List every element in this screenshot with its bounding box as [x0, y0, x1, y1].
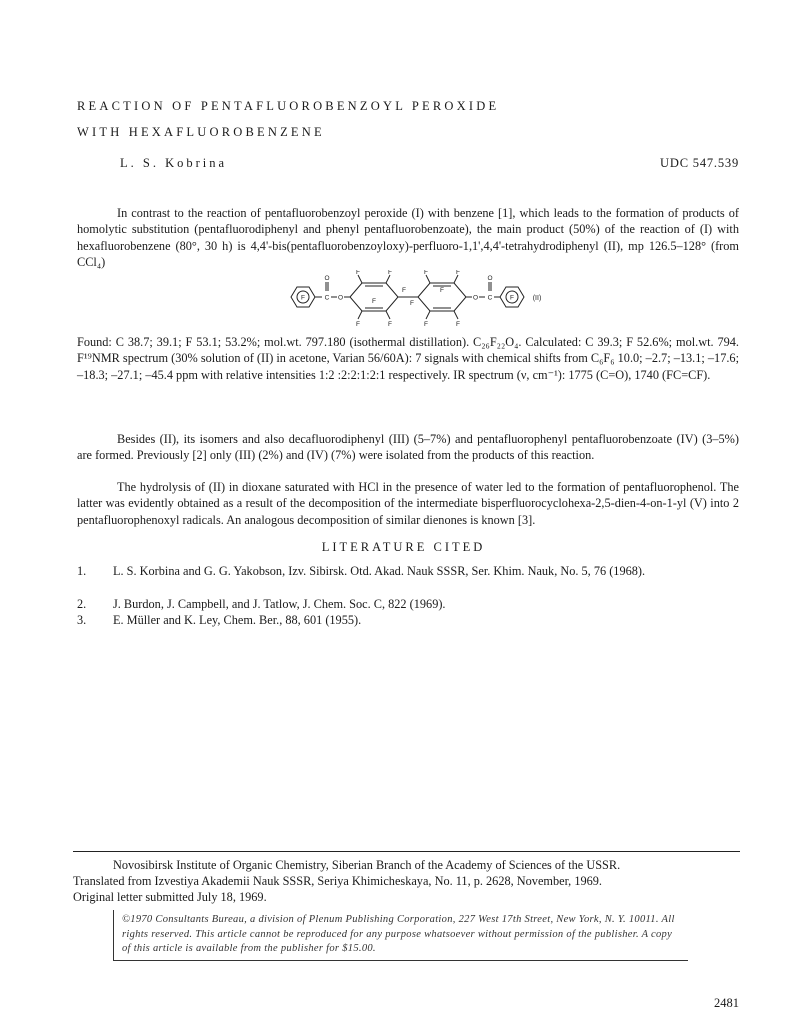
right-ring-label: F [510, 294, 514, 302]
affiliation-block [73, 857, 740, 905]
reference-number: 3. [77, 613, 87, 627]
fluorine-label: F [388, 270, 392, 276]
copyright-text: ©1970 Consultants Bureau, a division of Plenum Publishing Corporation, 227 West 17th Street, New York, N. Y. 10011. All rights reserved. This article cannot be reproduced for any purpose whatsoever without permission of the publisher. A copy of this article is available from the publisher for $15.00. [122, 914, 675, 954]
submission-line: Original letter submitted July 18, 1969. [73, 890, 267, 904]
fluorine-label: F [440, 287, 444, 294]
reference-number: 2. [77, 597, 87, 611]
paper-title-line-2: WITH HEXAFLUOROBENZENE [77, 125, 325, 139]
right-carbonyl-oxygen: O [487, 275, 493, 282]
hydrolysis-paragraph: The hydrolysis of (II) in dioxane saturated with HCl in the presence of water led to the formation of pentafluorophenol. The latter was evidently obtained as a result of the decomposition of the intermediate bisperfluorocyclohexa-2,5-dien-4-on-1-yl (V) into 2 pentafluorophenoxyl radicals. An analogous decomposition of similar dienones is known [3]. [77, 480, 739, 527]
fluorine-label: F [424, 321, 428, 328]
reference-text: L. S. Korbina and G. G. Yakobson, Izv. Sibirsk. Otd. Akad. Nauk SSSR, Ser. Khim. Nauk, No. 5, 76 (1968). [113, 564, 646, 578]
translation-line: Translated from Izvestiya Akademii Nauk SSSR, Seriya Khimicheskaya, No. 11, p. 2628, November, 1969. [73, 874, 602, 888]
author: L. S. Kobrina [120, 156, 228, 170]
fluorine-label: F [402, 287, 406, 294]
fluorine-label: F [388, 321, 392, 328]
paper-title-line-1: REACTION OF PENTAFLUOROBENZOYL PEROXIDE [77, 99, 500, 113]
left-ester-oxygen: O [337, 294, 344, 302]
fluorine-label: F [356, 270, 360, 276]
reference-number: 1. [77, 564, 87, 578]
literature-heading: LITERATURE CITED [321, 540, 486, 554]
copyright-box [113, 910, 688, 961]
byproducts-paragraph: Besides (II), its isomers and also decafluorodiphenyl (III) (5–7%) and pentafluorophenyl pentafluorobenzoate (IV) (3–5%) are formed. Previously [2] only (III) (2%) and (IV) (7%) were isolated from the products of this reaction. [77, 432, 739, 463]
right-ester-oxygen: O [472, 294, 479, 302]
intro-paragraph: In contrast to the reaction of pentafluorobenzoyl peroxide (I) with benzene [1], which leads to the formation of products of homolytic substitution (pentafluorodiphenyl and phenyl pentafluorobenzoate), the main product (50%) of the reaction of (I) with hexafluorobenzene (80°, 30 h) is 4,4'-bis(pentafluorobenzoyloxy)-perfluoro-1,1',4,4'-tetrahydrodiphenyl (II), mp 126.5–128° (from CCl₄) [77, 206, 739, 269]
udc-code: UDC 547.539 [660, 156, 739, 170]
left-ring-label: F [301, 294, 305, 302]
affiliation-line: Novosibirsk Institute of Organic Chemistry, Siberian Branch of the Academy of Sciences of the USSR. [113, 858, 621, 872]
reference-text: E. Müller and K. Ley, Chem. Ber., 88, 601 (1955). [113, 613, 362, 627]
fluorine-label: F [456, 270, 460, 276]
left-carbonyl-carbon: C [324, 294, 330, 302]
left-cyclohexadiene-ring [350, 283, 398, 311]
analysis-paragraph: Found: C 38.7; 39.1; F 53.1; 53.2%; mol.wt. 797.180 (isothermal distillation). C₂₆F₂₂O₄. Calculated: C 39.3; F 52.6%; mol.wt. 794. F¹⁹NMR spectrum (30% solution of (II) in acetone, Varian 56/60A): 7 signals with chemical shifts from C₆F₆ 10.0; –2.7; –13.1; –17.6; –18.3; –27.1; –45.4 ppm with relative intensities 1:2 :2:2:1:2:1 respectively. IR spectrum (ν, cm⁻¹): 1775 (C=O), 1740 (FC=CF). [77, 335, 739, 382]
fluorine-label: F [410, 300, 414, 307]
left-carbonyl-oxygen: O [324, 275, 330, 282]
fluorine-label: F [456, 321, 460, 328]
reference-text: J. Burdon, J. Campbell, and J. Tatlow, J. Chem. Soc. C, 822 (1969). [113, 597, 446, 611]
compound-label: (II) [532, 295, 542, 302]
fluorine-label: F [356, 321, 360, 328]
right-carbonyl-carbon: C [487, 294, 493, 302]
fluorine-label: F [424, 270, 428, 276]
fluorine-label: F [372, 298, 376, 305]
page-number: 2481 [714, 996, 739, 1010]
footer-rule [73, 851, 740, 852]
structure-formula-diagram [286, 270, 546, 330]
